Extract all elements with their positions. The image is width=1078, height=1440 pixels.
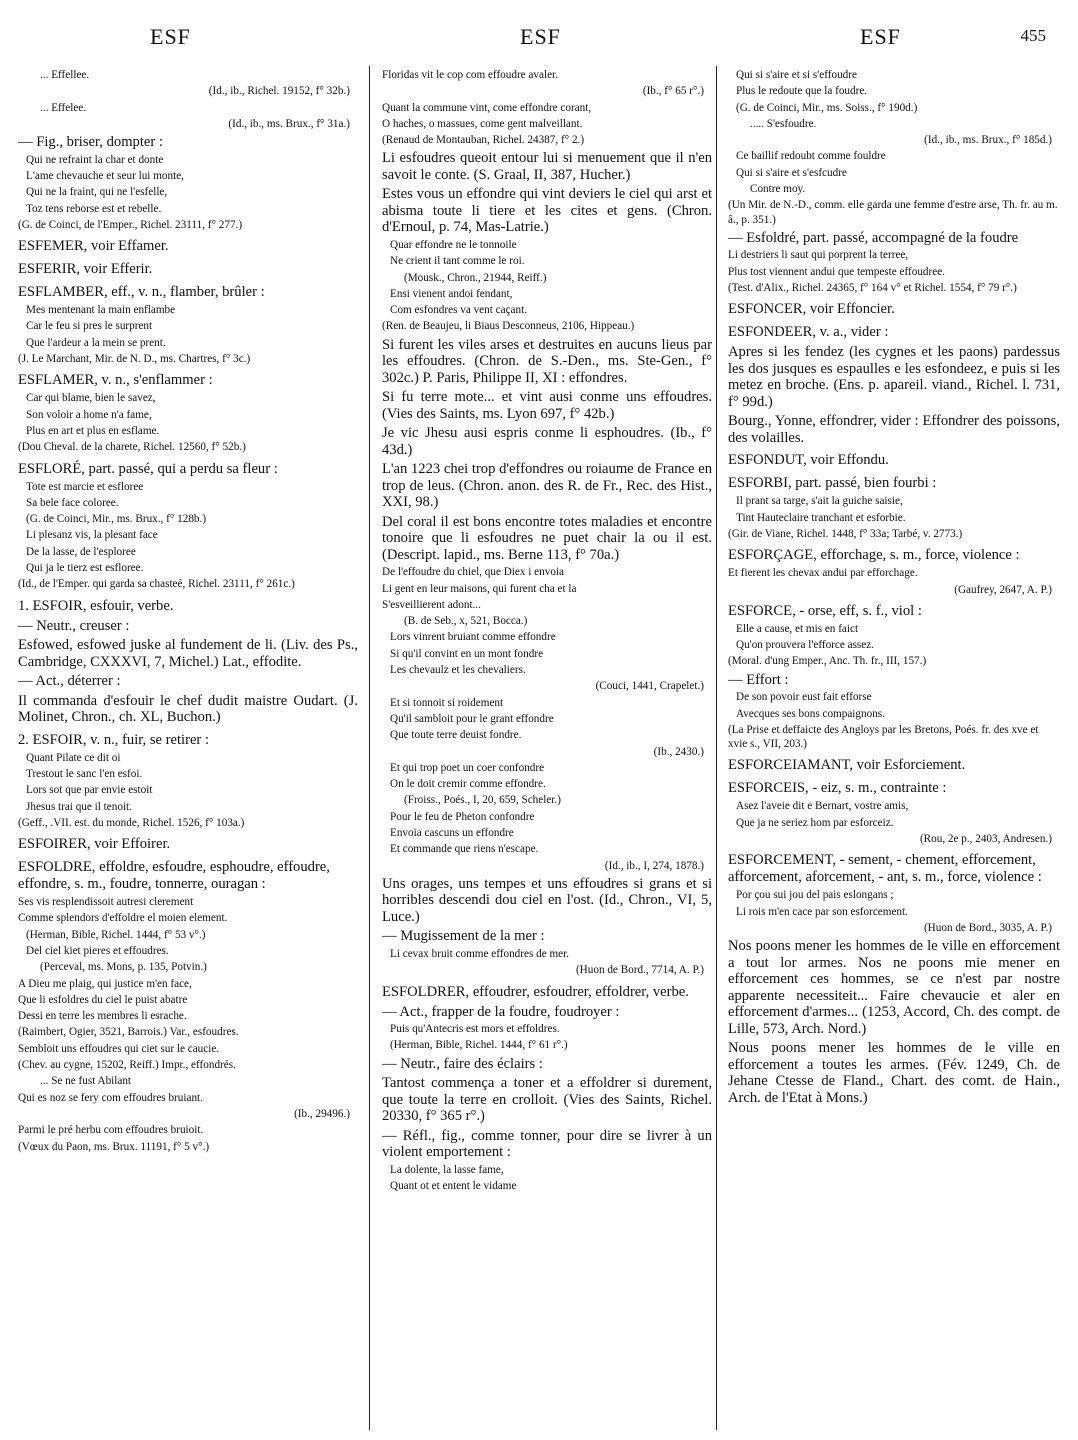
column-right (728, 66, 1060, 1432)
citation-line: (Dou Cheval. de la charete, Richel. 12560, f° 52b.) (18, 441, 246, 454)
citation-line: (Id., ib., I, 274, 1878.) (604, 859, 704, 872)
entry-headword: ESFONDUT, voir Effondu. (728, 452, 889, 469)
entry-headword: ESFERIR, voir Efferir. (18, 261, 153, 278)
body-paragraph: Il commanda d'esfouir le chef dudit maistre Oudart. (J. Molinet, Chron., ch. XL, Buchon.) (18, 692, 358, 726)
citation-line: (Vœux du Paon, ms. Brux. 11191, f° 5 v°.) (18, 1140, 210, 1153)
citation-line: Qui ja le tierz est esfloree. (26, 562, 144, 575)
citation-line: (Geff., .VII. est. du monde, Richel. 1526, f° 103a.) (18, 816, 245, 829)
citation-line: (B. de Seb., x, 521, Bocca.) (404, 615, 528, 628)
body-paragraph: Tantost commença a toner et a effoldrer si durement, que toute la terre en crolloit. (Vies des Saints, Richel. 20330, f° 365 r°.) (382, 1075, 712, 1125)
citation-line: (Herman, Bible, Richel. 1444, f° 53 v°.) (26, 928, 206, 941)
body-paragraph: — Act., déterrer : (18, 673, 121, 690)
running-head-left: ESF (150, 24, 191, 49)
body-paragraph: Bourg., Yonne, effondrer, vider : Effondrer des poissons, des volailles. (728, 413, 1060, 446)
citation-line: (Herman, Bible, Richel. 1444, f° 61 r°.) (390, 1039, 568, 1052)
citation-line: (Gaufrey, 2647, A. P.) (954, 583, 1052, 596)
entry-headword: ESFLAMER, v. n., s'enflammer : (18, 372, 213, 389)
citation-line: (J. Le Marchant, Mir. de N. D., ms. Chartres, f° 3c.) (18, 353, 251, 366)
body-paragraph: Uns orages, uns tempes et uns effoudres si grans et si horribles descendi dou ciel en l'ost. (Id., Chron., VI, 5, Luce.) (382, 875, 712, 925)
citation-line: Que li esfoldres du ciel le puist abatre (18, 993, 188, 1006)
citation-line: De son povoir eust fait efforse (736, 691, 872, 704)
citation-line: Qui es noz se fery com effoudres bruiant. (18, 1091, 203, 1104)
citation-line: (G. de Coinci, Mir., ms. Brux., f° 128b.) (26, 513, 207, 526)
citation-line: Car qui blame, bien le savez, (26, 392, 156, 405)
citation-line: (Un Mir. de N.-D., comm. elle garda une femme d'estre arse, Th. fr. au m. â., p. 351.) (728, 199, 1058, 226)
citation-line: Lors sot que par envie estoit (26, 784, 153, 797)
citation-line: Ses vis resplendissoit autresi clerement (18, 896, 194, 909)
citation-line: Ensi vienent andoi fendant, (390, 287, 513, 300)
citation-line: Quant la commune vint, come effondre corant, (382, 101, 592, 114)
citation-line: Que l'ardeur a la mein se prent. (26, 336, 166, 349)
citation-line: Pour le feu de Pheton confondre (390, 810, 535, 823)
citation-line: Et commande que riens n'escape. (390, 843, 539, 856)
entry-headword: ESFORCEIAMANT, voir Esforciement. (728, 757, 966, 774)
citation-line: Li cevax bruit comme effondres de mer. (390, 947, 570, 960)
citation-line: Jhesus trai que il tenoit. (26, 800, 132, 813)
citation-line: Elle a cause, et mis en faict (736, 622, 859, 635)
entry-headword: ESFOIRER, voir Effoirer. (18, 836, 171, 853)
body-paragraph: — Neutr., creuser : (18, 617, 130, 634)
citation-line: On le doit cremir comme effondre. (390, 778, 546, 791)
citation-line: (Id., de l'Emper. qui garda sa chasteé, Richel. 23111, f° 261c.) (18, 578, 295, 591)
citation-line: A Dieu me plaig, qui justice m'en face, (18, 977, 192, 990)
citation-line: (Raimbert, Ogier, 3521, Barrois.) Var., esfoudres. (18, 1026, 239, 1039)
citation-line: Qui si s'aire et si s'effoudre (736, 69, 857, 81)
page-number: 455 (1020, 26, 1046, 45)
citation-line: Car le feu si pres le surprent (26, 320, 153, 333)
citation-line: Quant Pilate ce dit oi (26, 751, 121, 764)
citation-line: (Couci, 1441, Crapelet.) (595, 680, 704, 693)
citation-line: (G. de Coinci, Mir., ms. Soiss., f° 190d.) (736, 101, 918, 114)
body-paragraph: — Mugissement de la mer : (382, 928, 545, 945)
entry-headword: ESFORCEIS, - eiz, s. m., contrainte : (728, 780, 947, 797)
citation-line: (Huon de Bord., 7714, A. P.) (575, 964, 704, 977)
citation-line: (Gir. de Viane, Richel. 1448, f° 33a; Tarbé, v. 2773.) (728, 527, 963, 540)
citation-line: Que ja ne seriez hom par esforceiz. (736, 816, 894, 829)
body-paragraph: Apres si les fendez (les cygnes et les paons) pardessus les dos jusques es espaulles e les esfondeez, e puis si les metez en broche. (Ens. p. apareil. viand., Richel. l. 731, f° 99d.) (728, 344, 1060, 410)
citation-line: (Ib., 2430.) (653, 745, 704, 758)
entry-headword: ESFORCE, - orse, eff, s. f., viol : (728, 602, 922, 619)
entry-headword: ESFLAMBER, eff., v. n., flamber, brûler : (18, 284, 265, 301)
citation-line: (Renaud de Montauban, Richel. 24387, f° 2.) (382, 134, 585, 147)
entry-headword: ESFLORÉ, part. passé, qui a perdu sa fleur : (18, 460, 278, 477)
entry-headword: ESFEMER, voir Effamer. (18, 238, 169, 255)
citation-line: Avecques ses bons compaignons. (736, 707, 885, 720)
citation-line: Floridas vit le cop com effoudre avaler. (382, 69, 558, 81)
body-paragraph: — Réfl., fig., comme tonner, pour dire se livrer à un violent emportement : (382, 1127, 712, 1161)
body-paragraph: Si furent les viles arses et destruites en aucuns lieus par les effoudres. (Chron. de S.-Den., ms. Ste-Gen., f° 302c.) P. Paris, Philippe II, XI : effondres. (382, 336, 712, 386)
citation-line: Qu'il sambloit pour le grant effondre (390, 712, 554, 725)
body-paragraph: Nos poons mener les hommes de le ville en efforcement a tout lor armes. Nos ne poons mie mener en efforcement ces hommes, se ce n'est par nostre apparente necessiteit... Faire chevaucie et aler en efforcement d'armes... (1253, Accord, Ch. des compt. de Lille, 573, Arch. Nord.) (728, 938, 1060, 1037)
citation-line: ... Effelee. (40, 101, 87, 114)
citation-line: Com esfondres va vent caçant. (390, 304, 527, 317)
citation-line: Plus tost viennent andui que tempeste effoudree. (728, 265, 945, 278)
body-paragraph: Estes vous un effondre qui vint deviers le ciel qui arst et abisma toute li tiere et les cites et gens. (Chron. d'Ernoul, p. 74, Mas-Latrie.) (382, 186, 712, 236)
citation-line: Il prant sa targe, s'ait la guiche saisie, (736, 495, 903, 508)
citation-line: Li plesanz vis, la plesant face (26, 529, 158, 542)
body-paragraph: Li esfoudres queoit entour lui si menuement que il n'en savoit le conte. (S. Graal, II, 387, Hucher.) (382, 150, 712, 183)
citation-line: (Mousk., Chron., 21944, Reiff.) (404, 271, 547, 284)
entry-headword: ESFORÇAGE, efforchage, s. m., force, violence : (728, 547, 1020, 564)
entry-headword: ESFORCEMENT, - sement, - chement, efforcement, afforcement, aforcement, - ant, s. m., force, violence : (728, 852, 1042, 886)
citation-line: Dessi en terre les membres li esrache. (18, 1010, 187, 1023)
citation-line: Ce baillif redoubt comme fouldre (736, 150, 886, 163)
citation-line: Son voloir a home n'a fame, (26, 408, 152, 421)
citation-line: Por çou sui jou del pais eslongans ; (736, 889, 894, 902)
citation-line: Comme splendors d'effoldre el moien element. (18, 912, 228, 925)
citation-line: (Chev. au cygne, 15202, Reiff.) Impr., effondrés. (18, 1059, 236, 1072)
citation-line: ..... S'esfoudre. (750, 117, 817, 130)
citation-line: Contre moy. (750, 183, 806, 196)
column-rule-2 (716, 66, 717, 1430)
citation-line: Si qu'il convint en un mont fondre (390, 647, 544, 660)
citation-line: Plus en art et plus en esflame. (26, 424, 160, 437)
body-paragraph: Je vic Jhesu ausi espris conme li esphoudres. (Ib., f° 43d.) (382, 425, 712, 458)
citation-line: Quant ot et entent le vidame (390, 1179, 517, 1192)
citation-line: (Id., ib., ms. Brux., f° 185d.) (924, 134, 1052, 147)
entry-headword: ESFONCER, voir Effoncier. (728, 301, 895, 318)
entry-headword: ESFONDEER, v. a., vider : (728, 324, 889, 341)
column-middle (382, 66, 712, 1432)
citation-line: Del ciel kiet pieres et effoudres. (26, 945, 169, 957)
citation-line: Quar effondre ne le tonnoile (390, 238, 517, 251)
citation-line: Plus le redoute que la foudre. (736, 85, 868, 98)
citation-line: O haches, o massues, come gent malveillant. (382, 117, 583, 130)
citation-line: Qui si s'aire et s'esfcudre (736, 166, 847, 179)
citation-line: Qu'on prouvera l'efforce assez. (736, 639, 875, 652)
citation-line: (Id., ib., ms. Brux., f° 31a.) (228, 117, 350, 130)
column-left (18, 66, 358, 1432)
citation-line: (Test. d'Alix., Richel. 24365, f° 164 v° et Richel. 1554, f° 79 r°.) (728, 282, 1017, 295)
citation-line: Mes mentenant la main enflambe (26, 304, 176, 317)
entry-headword: ESFORBI, part. passé, bien fourbi : (728, 475, 937, 492)
citation-line: S'esveillierent adont... (382, 598, 481, 611)
body-paragraph: Del coral il est bons encontre totes maladies et encontre tonoire que li esfoudres ne puet chair la ou il est. (Descript. lapid., ms. Berne 113, f° 70a.) (382, 513, 712, 563)
citation-line: Sa bele face coloree. (26, 496, 119, 509)
citation-line: Parmi le pré herbu com effoudres bruioit. (18, 1124, 204, 1137)
entry-headword: ESFOLDRE, effoldre, esfoudre, esphoudre, effoudre, effondre, s. m., foudre, tonnerre, ouragan : (18, 859, 330, 893)
body-paragraph: — Fig., briser, dompter : (18, 134, 163, 151)
citation-line: Ne crient il tant comme le roi. (390, 255, 525, 268)
citation-line: (Moral. d'ung Emper., Anc. Th. fr., III, 157.) (728, 655, 927, 668)
citation-line: (Perceval, ms. Mons, p. 135, Potvin.) (40, 961, 207, 974)
citation-line: (Huon de Bord., 3035, A. P.) (923, 921, 1052, 934)
body-paragraph: — Act., frapper de la foudre, foudroyer : (382, 1003, 620, 1020)
citation-line: Tote est marcie et esfloree (26, 480, 144, 493)
running-head-center: ESF (520, 24, 561, 49)
column-rule-1 (369, 66, 370, 1430)
citation-line: De la lasse, de l'esploree (26, 545, 136, 558)
citation-line: (Rou, 2e p., 2403, Andresen.) (919, 833, 1052, 846)
citation-line: Qui ne la fraint, qui ne l'esfelle, (26, 186, 168, 199)
body-paragraph: — Neutr., faire des éclairs : (382, 1055, 543, 1072)
citation-line: Les chevaulz et les chevaliers. (390, 664, 526, 677)
citation-line: Li rois m'en cace par son esforcement. (736, 905, 908, 918)
citation-line: Et qui trop poet un coer confondre (390, 761, 545, 774)
body-paragraph: Nous poons mener les hommes de le ville en efforcement a toutes les armes. (Fév. 1249, Ch. de Jehane Ctesse de Fland., Chart. des comt. de Hain., Arch. de l'Etat à Mons.) (728, 1040, 1060, 1106)
citation-line: Trestout le sanc l'en esfoi. (26, 767, 143, 780)
entry-headword: ESFOLDRER, effoudrer, esfoudrer, effoldrer, verbe. (382, 983, 689, 1000)
body-paragraph: Esfowed, esfowed juske al fundement de li. (Liv. des Ps., Cambridge, CXXXVI, 7, Michel.) Lat., effodite. (18, 637, 358, 670)
body-paragraph: Si fu terre mote... et vint ausi conme uns effoudres. (Vies des Saints, ms. Lyon 697, f° 42b.) (382, 389, 712, 422)
citation-line: Et fierent les chevax andui par efforchage. (728, 567, 918, 580)
citation-line: La dolente, la lasse fame, (390, 1163, 504, 1176)
citation-line: Tint Hauteclaire tranchant et esforbie. (736, 511, 906, 524)
citation-line: Et si tonnoit si roidement (390, 696, 504, 709)
citation-line: ... Effellee. (40, 69, 90, 81)
body-paragraph: — Esfoldré, part. passé, accompagné de la foudre (728, 229, 1019, 246)
citation-line: (Froiss., Poés., I, 20, 659, Scheler.) (404, 794, 561, 807)
citation-line: (Ib., f° 65 r°.) (642, 85, 704, 98)
citation-line: Que toute terre deuist fondre. (390, 729, 522, 742)
entry-headword: 1. ESFOIR, esfouir, verbe. (18, 597, 174, 614)
citation-line: (G. de Coinci, de l'Emper., Richel. 23111, f° 277.) (18, 218, 243, 231)
citation-line: Sembloit uns effoudres qui ciet sur le caucie. (18, 1042, 220, 1055)
citation-line: (Id., ib., Richel. 19152, f° 32b.) (208, 85, 350, 98)
citation-line: Envoia cascuns un effondre (390, 827, 514, 840)
citation-line: Qui ne refraint la char et donte (26, 153, 164, 166)
citation-line: Puis qu'Antecris est mors et effoldres. (390, 1023, 560, 1035)
citation-line: Toz tens reborse est et rebelle. (26, 202, 162, 215)
citation-line: L'ame chevauche et seur lui monte, (26, 169, 184, 182)
running-head-right: ESF (860, 24, 901, 49)
citation-line: Asez l'aveie dit e Bernart, vostre amis, (736, 800, 909, 813)
entry-headword: 2. ESFOIR, v. n., fuir, se retirer : (18, 731, 209, 748)
citation-line: Li destriers li saut qui porprent la terree, (728, 249, 909, 262)
body-paragraph: L'an 1223 chei trop d'effondres ou roiaume de France en trop de leus. (Chron. anon. des R. de Fr., Rec. des Hist., XXI, 98.) (382, 461, 712, 511)
citation-line: De l'effoudre du chiel, que Diex i envoia (382, 566, 564, 579)
citation-line: (Ib., 29496.) (294, 1107, 350, 1120)
citation-line: ... Se ne fust Abilant (40, 1075, 132, 1088)
body-paragraph: — Effort : (728, 671, 789, 688)
citation-line: Lors vinrent bruiant comme effondre (390, 631, 556, 644)
citation-line: Li gent en leur maisons, qui furent cha et la (382, 582, 577, 595)
citation-line: (La Prise et deffaicte des Angloys par les Bretons, Poés. fr. des xve et xvie s., VII, 203.) (728, 723, 1039, 751)
citation-line: (Ren. de Beaujeu, li Biaus Desconneus, 2106, Hippeau.) (382, 320, 635, 333)
